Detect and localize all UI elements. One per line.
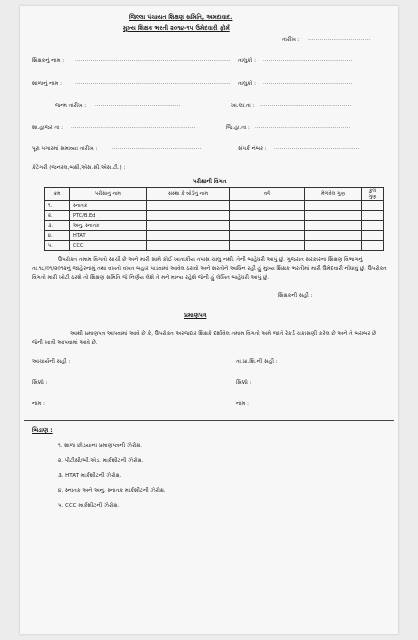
cell-exam: HTAT bbox=[70, 231, 147, 241]
cell-total bbox=[362, 201, 384, 211]
cell-board bbox=[147, 201, 230, 211]
cell-exam: PTC/B.Ed bbox=[70, 211, 147, 221]
cell-year bbox=[230, 231, 305, 241]
cell-year bbox=[230, 241, 305, 251]
cell-board bbox=[147, 211, 230, 221]
table-row bbox=[45, 241, 384, 251]
attachments-title: બિડાણ : bbox=[32, 427, 53, 434]
col-header-marks: મેળવેલ ગુણ bbox=[305, 188, 362, 201]
cell-marks bbox=[305, 231, 362, 241]
teacher-signature-label: શિક્ષકની સહી : bbox=[278, 293, 313, 299]
cell-board bbox=[147, 221, 230, 231]
posting-dots: ................................................. bbox=[255, 124, 351, 130]
contact-dots: ............................................ bbox=[274, 145, 360, 151]
pay-date-dots: ............................................... bbox=[260, 102, 352, 108]
teacher-name-label: શિક્ષકનું નામ : bbox=[32, 58, 65, 64]
cell-year bbox=[230, 211, 305, 221]
taluka2-dots: .............................................. bbox=[263, 80, 353, 86]
table-row bbox=[45, 201, 384, 211]
cell-total bbox=[362, 241, 384, 251]
form-header-line1: જિલ્લા પંચાયત શિક્ષણ સમિતિ, અમદાવાદ. bbox=[129, 14, 233, 21]
taluka1-dots: .............................................. bbox=[263, 57, 353, 63]
cell-marks bbox=[305, 221, 362, 231]
cell-serial: ૨. bbox=[45, 211, 70, 221]
certificate-title: પ્રમાણપત્ર bbox=[184, 312, 207, 319]
attachment-item: ૫. CCC માર્કશીટની ઝેરોક્ષ. bbox=[58, 503, 120, 509]
pay-date-label: ખા.લા.તા : bbox=[231, 103, 255, 109]
taluka2-label: તાલુકો : bbox=[238, 81, 257, 87]
date-label: તારીખ : bbox=[282, 37, 300, 43]
cell-total bbox=[362, 221, 384, 231]
attachment-item: ૧. શાળા છોડયાના પ્રમાણપત્રની ઝેરોક્ષ. bbox=[58, 443, 143, 449]
merge-date-dots: .............................................. bbox=[112, 145, 202, 151]
table-header-row bbox=[45, 188, 384, 201]
principal-signature-label: આચાર્યની સહી : bbox=[32, 359, 71, 365]
posting-label: જિ.હા.તા : bbox=[226, 125, 250, 131]
joining-dots: ................................................................ bbox=[71, 124, 196, 130]
table-row bbox=[45, 221, 384, 231]
section-divider bbox=[24, 420, 394, 421]
cell-year bbox=[230, 221, 305, 231]
tpeo-signature-label: તા.પ્રા.શિ.ની સહી : bbox=[236, 359, 278, 365]
name-right-label: નામ : bbox=[236, 401, 249, 407]
cell-marks bbox=[305, 201, 362, 211]
cell-serial: ૩. bbox=[45, 221, 70, 231]
declaration-text: ઉપરોક્ત તમામ વિગતો સાચી છે અને મારી સામે કોઈ ખાતાકીય તપાસ ચાલુ નથી. તેની બાહેધરી આપું છું. ગુજરાત સરકારના શિક્ષણ વિભાગનું તા.૧૮/૦૧/૨૦૧૨નું જાહેરનામું તથા વખતો વખત બહાર પાડવામાં આવેલ ઠરાવો અને શરતોને આધિન રહી હું મુખ્ય શિક્ષક ભરતીમાં મારી ઉમેદવારી નોંધાવું છું. ઉપરોક્ત વિગતો મારી ખોટી ઠરશે તો શિક્ષણ સમિતિ જે નિર્ણય લેશે તે મને માન્ય રહેશે જેની હું લેખિત બાહેધરી આપું છું. bbox=[32, 257, 387, 281]
attachment-item: ૩. HTAT માર્કશીટની ઝેરોક્ષ. bbox=[58, 473, 122, 479]
joining-label: શા.હાજર તા : bbox=[32, 125, 63, 131]
cell-total bbox=[362, 231, 384, 241]
cell-year bbox=[230, 201, 305, 211]
stamp-left-label: સિક્કો : bbox=[32, 380, 48, 386]
cell-serial: ૪. bbox=[45, 231, 70, 241]
cell-marks bbox=[305, 211, 362, 221]
name-left-label: નામ : bbox=[32, 401, 45, 407]
col-header-serial: ક્રમ bbox=[45, 188, 70, 201]
dob-dots: ............................................ bbox=[95, 102, 181, 108]
cell-total bbox=[362, 211, 384, 221]
attachment-item: ૨. પીટીસી/બી.એડ. માર્કશીટની ઝેરોક્ષ. bbox=[58, 458, 144, 464]
table-row bbox=[45, 231, 384, 241]
dob-label: જન્મ તારીખ : bbox=[55, 103, 87, 109]
form-header-line2: મુખ્ય શિક્ષક ભરતી ૨૦૧૪-૧૫ ઉમેદવારી ફોર્મ bbox=[123, 25, 230, 32]
date-dots: ................................ bbox=[308, 36, 371, 42]
certificate-text: આથી પ્રમાણપત્ર આપવામાં આવે છે કે, ઉપરોક્ત અરજદાર શિક્ષકે દર્શાવેલ તમામ વિગતો અમે જાતે રેકર્ડ ચકાસણી કરેલ છે અને તે બરાબર છે જેની ખાત્રી આપવામાં આવે છે. bbox=[32, 331, 377, 346]
col-header-exam: પરીક્ષાનું નામ bbox=[70, 188, 147, 201]
cell-serial: ૫. bbox=[45, 241, 70, 251]
cell-board bbox=[147, 241, 230, 251]
attachment-item: ૪. સ્નાતક અને અનુ. સ્નાતક માર્કશીટની ઝેરોક્ષ. bbox=[58, 488, 166, 494]
teacher-name-dots: ................................................................................ bbox=[75, 57, 231, 63]
cell-exam: અનુ. સ્નાતક bbox=[70, 221, 147, 231]
school-name-dots: ................................................................................ bbox=[75, 80, 231, 86]
col-header-total: કુલ ગુણ bbox=[362, 188, 384, 201]
stamp-right-label: સિક્કો : bbox=[236, 380, 252, 386]
exam-table-title: પરીક્ષાની વિગત bbox=[193, 179, 227, 185]
cell-board bbox=[147, 231, 230, 241]
cell-marks bbox=[305, 241, 362, 251]
contact-label: સંપર્ક નંબર : bbox=[238, 146, 267, 152]
school-name-label: શાળાનું નામ : bbox=[32, 81, 63, 87]
form-page bbox=[20, 6, 398, 634]
category-label: કેટેગરી (જનરલ,બક્ષી,એસ.સી.એસ.ટી.) : bbox=[32, 165, 126, 171]
cell-serial: ૧. bbox=[45, 201, 70, 211]
taluka1-label: તાલુકો : bbox=[238, 58, 257, 64]
col-header-board: સંસ્થા કે બોર્ડનું નામ bbox=[147, 188, 230, 201]
cell-exam: સ્નાતક bbox=[70, 201, 147, 211]
exam-details-table bbox=[44, 187, 384, 251]
table-row bbox=[45, 211, 384, 221]
cell-exam: CCC bbox=[70, 241, 147, 251]
merge-date-label: પૂરા પગારમાં સમાવ્યા તારીખ : bbox=[32, 146, 98, 152]
col-header-year: વર્ષ bbox=[230, 188, 305, 201]
